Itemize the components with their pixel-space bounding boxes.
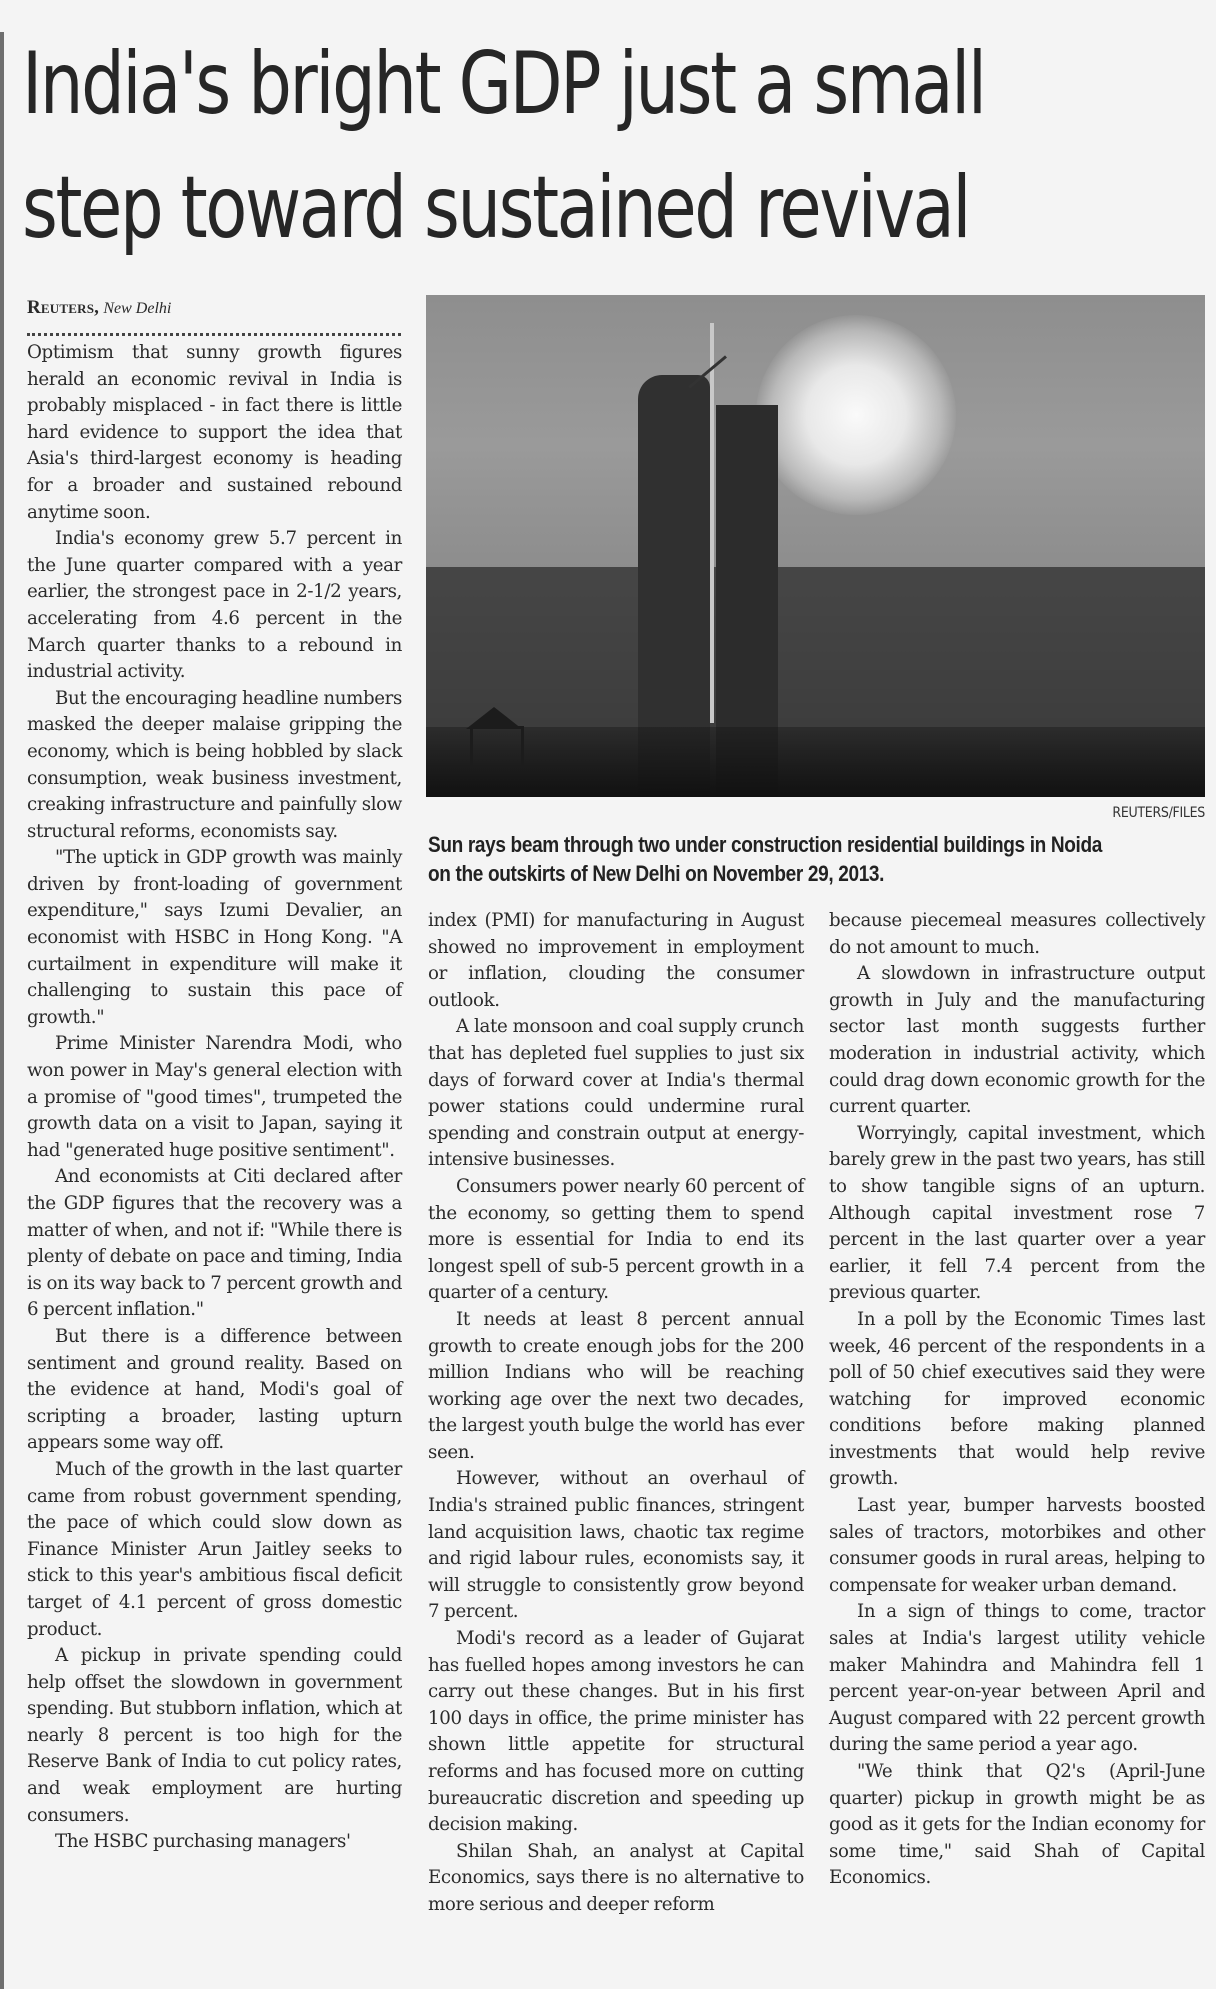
photo-credit: REUTERS/FILES [1112,805,1205,821]
dotted-divider [27,333,401,336]
article-photo [426,295,1205,797]
left-column-rule [0,32,4,1989]
paragraph: However, without an overhaul of India's strained public finances, stringent land acquisition laws, chaotic tax regime and rigid labour rules, economists say, it will struggle to consistently grow beyond 7 percent. [428,1468,804,1623]
paragraph: In a sign of things to come, tractor sales at India's largest utility vehicle maker Mahindra and Mahindra fell 1 percent year-on-year between April and August compared with 22 percent growth during the same period a year ago. [829,1601,1205,1756]
paragraph: A late monsoon and coal supply crunch that has depleted fuel supplies to just six days of forward cover at India's thermal power stations could undermine rural spending and constrain output at energy-intensive businesses. [428,1016,804,1171]
body-column-1 [27,340,402,1856]
paragraph: index (PMI) for manufacturing in August showed no improvement in employment or inflation, clouding the consumer outlook. [428,910,804,1011]
body-column-2 [428,908,804,1919]
paragraph: Consumers power nearly 60 percent of the economy, so getting them to spend more is essential for India to end its longest spell of sub-5 percent growth in a quarter of a century. [428,1175,804,1304]
paragraph: because piecemeal measures collectively do not amount to much. [829,910,1205,958]
paragraph: The HSBC purchasing managers' [55,1831,351,1853]
paragraph: Shilan Shah, an analyst at Capital Economics, says there is no alternative to more serious and deeper reform [428,1840,804,1915]
paragraph: Last year, bumper harvests boosted sales of tractors, motorbikes and other consumer goods in rural areas, helping to compensate for weaker urban demand. [829,1495,1205,1596]
caption-line-2: on the outskirts of New Delhi on November 29, 2013. [428,861,885,886]
paragraph: Modi's record as a leader of Gujarat has fuelled hopes among investors he can carry out these changes. But in his first 100 days in office, the prime minister has shown little appetite for structural reforms and has focused more on cutting bureaucratic discretion and speeding up decision making. [428,1628,804,1836]
dateline [27,297,171,319]
paragraph: "The uptick in GDP growth was mainly driven by front-loading of government expenditure," says Izumi Devalier, an economist with HSBC in Hong Kong. "A curtailment in expenditure will make it challenging to sustain this pace of growth." [27,847,402,1028]
paragraph: A pickup in private spending could help offset the slowdown in government spending. But stubborn inflation, which at nearly 8 percent is too high for the Reserve Bank of India to cut policy rates, and weak employment are hurting consumers. [27,1645,402,1826]
caption-line-1: Sun rays beam through two under construction residential buildings in Noida [428,832,1102,857]
paragraph: A slowdown in infrastructure output growth in July and the manufacturing sector last month suggests further moderation in industrial activity, which could drag down economic growth for the current quarter. [829,963,1205,1118]
photo-caption [428,830,1207,888]
paragraph: And economists at Citi declared after the GDP figures that the recovery was a matter of when, and not if: "While there is plenty of debate on pace and timing, India is on its way back to 7 percent growth and 6 percent inflation." [27,1166,402,1321]
gazebo-frame [470,726,524,767]
crane-mast [710,323,714,723]
paragraph: Prime Minister Narendra Modi, who won power in May's general election with a promise of "good times", trumpeted the growth data on a visit to Japan, saying it had "generated huge positive sentiment". [27,1033,402,1161]
sun-glow [756,315,956,515]
dateline-place: New Delhi [103,300,172,317]
headline-line-1: India's bright GDP just a small [22,34,985,134]
paragraph: India's economy grew 5.7 percent in the June quarter compared with a year earlier, the strongest pace in 2-1/2 years, accelerating from 4.6 percent in the March quarter thanks to a rebound in industrial activity. [27,528,402,683]
article-headline [22,22,1214,270]
body-column-3 [829,908,1205,1892]
paragraph: It needs at least 8 percent annual growth to create enough jobs for the 200 million Indians who will be reaching working age over the next two decades, the largest youth bulge the world has ever seen. [428,1308,804,1463]
paragraph: Worryingly, capital investment, which barely grew in the past two years, has still to show tangible signs of an upturn. Although capital investment rose 7 percent in the last quarter over a year earlier, it fell 7.4 percent from the previous quarter. [829,1122,1205,1304]
paragraph: But the encouraging headline numbers masked the deeper malaise gripping the economy, which is being hobbled by slack consumption, weak business investment, creaking infrastructure and painfully slow structural reforms, economists say. [27,687,402,842]
paragraph: Optimism that sunny growth figures herald an economic revival in India is probably misplaced - in fact there is little hard evidence to support the idea that Asia's third-largest economy is heading for a broader and sustained rebound anytime soon. [27,342,402,523]
paragraph: But there is a difference between sentiment and ground reality. Based on the evidence at hand, Modi's goal of scripting a broader, lasting upturn appears some way off. [27,1325,402,1454]
paragraph: In a poll by the Economic Times last week, 46 percent of the respondents in a poll of 50 chief executives said they were watching for improved economic conditions before making planned investments that would help revive growth. [829,1308,1205,1490]
headline-line-2: step toward sustained revival [22,158,970,258]
news-agency: Reuters, [27,297,100,318]
paragraph: Much of the growth in the last quarter came from robust government spending, the pace of which could slow down as Finance Minister Arun Jaitley seeks to stick to this year's ambitious fiscal deficit target of 4.1 percent of gross domestic product. [27,1458,402,1640]
foreground-trees [426,727,1205,797]
paragraph: "We think that Q2's (April-June quarter) pickup in growth might be as good as it gets for the Indian economy for some time," said Shah of Capital Economics. [829,1761,1205,1889]
